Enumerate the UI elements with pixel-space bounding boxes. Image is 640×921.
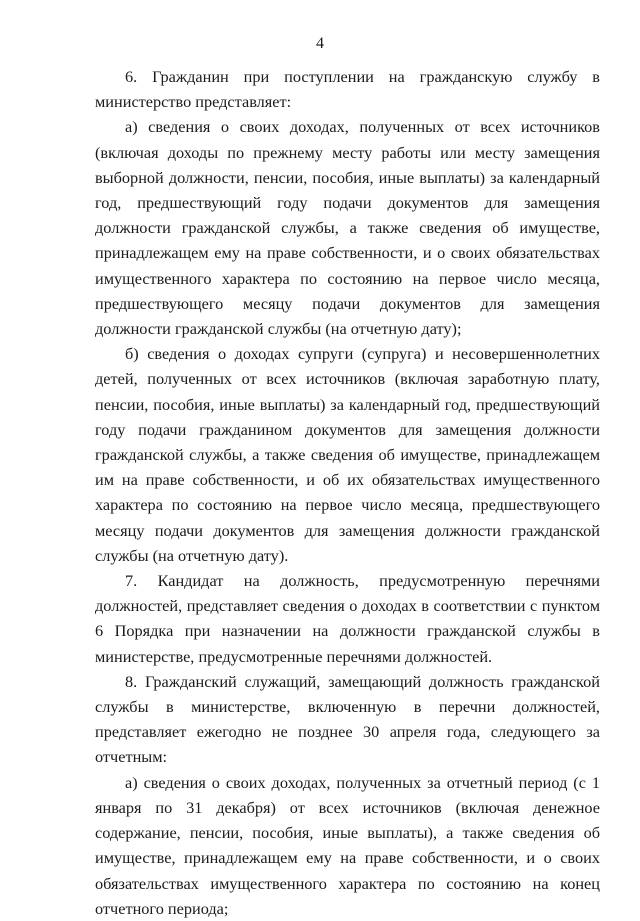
paragraph-7: 7. Кандидат на должность, предусмотренную перечнями должностей, представляет сведения о доходах в соответствии с пунктом 6 Порядка при назначении на должности гражданской службы в министерстве, предусмотренные перечнями должностей. [95,571,600,666]
paragraph-8a: а) сведения о своих доходах, полученных за отчетный период (с 1 января по 31 декабря) от всех источников (включая денежное содержание, пенсии, пособия, иные выплаты), а также сведения об имуществе, принадлежащем ему на праве собственности, и о своих обязательствах имущественного характера по состоянию на конец отчетного периода; [95,772,600,918]
paragraph-6: 6. Гражданин при поступлении на гражданскую службу в министерство представляет: [95,67,600,112]
page-number: 4 [316,35,324,52]
document-body [95,64,600,921]
paragraph-6b: б) сведения о доходах супруги (супруга) и несовершеннолетних детей, полученных от всех источников (включая заработную плату, пенсии, пособия, иные выплаты) за календарный год, предшествующий году подачи гражданином документов для замещения должности гражданской службы, а также сведения об имуществе, принадлежащем им на праве собственности, и об их обязательствах имущественного характера по состоянию на первое число месяца, предшествующего месяцу подачи документов для замещения должности гражданской службы (на отчетную дату). [95,344,600,565]
paragraph-8: 8. Гражданский служащий, замещающий должность гражданской службы в министерстве, включенную в перечни должностей, представляет ежегодно не позднее 30 апреля года, следующего за отчетным: [95,671,600,767]
paragraph-6a: а) сведения о своих доходах, полученных от всех источников (включая доходы по прежнему месту работы или месту замещения выборной должности, пенсии, пособия, иные выплаты) за календарный год, предшествующий году подачи документов для замещения должности гражданской службы, а также сведения об имуществе, принадлежащем ему на праве собственности, и о своих обязательствах имущественного характера по состоянию на первое число месяца, предшествующего месяцу подачи документов для замещения должности гражданской службы (на отчетную дату); [95,117,600,339]
